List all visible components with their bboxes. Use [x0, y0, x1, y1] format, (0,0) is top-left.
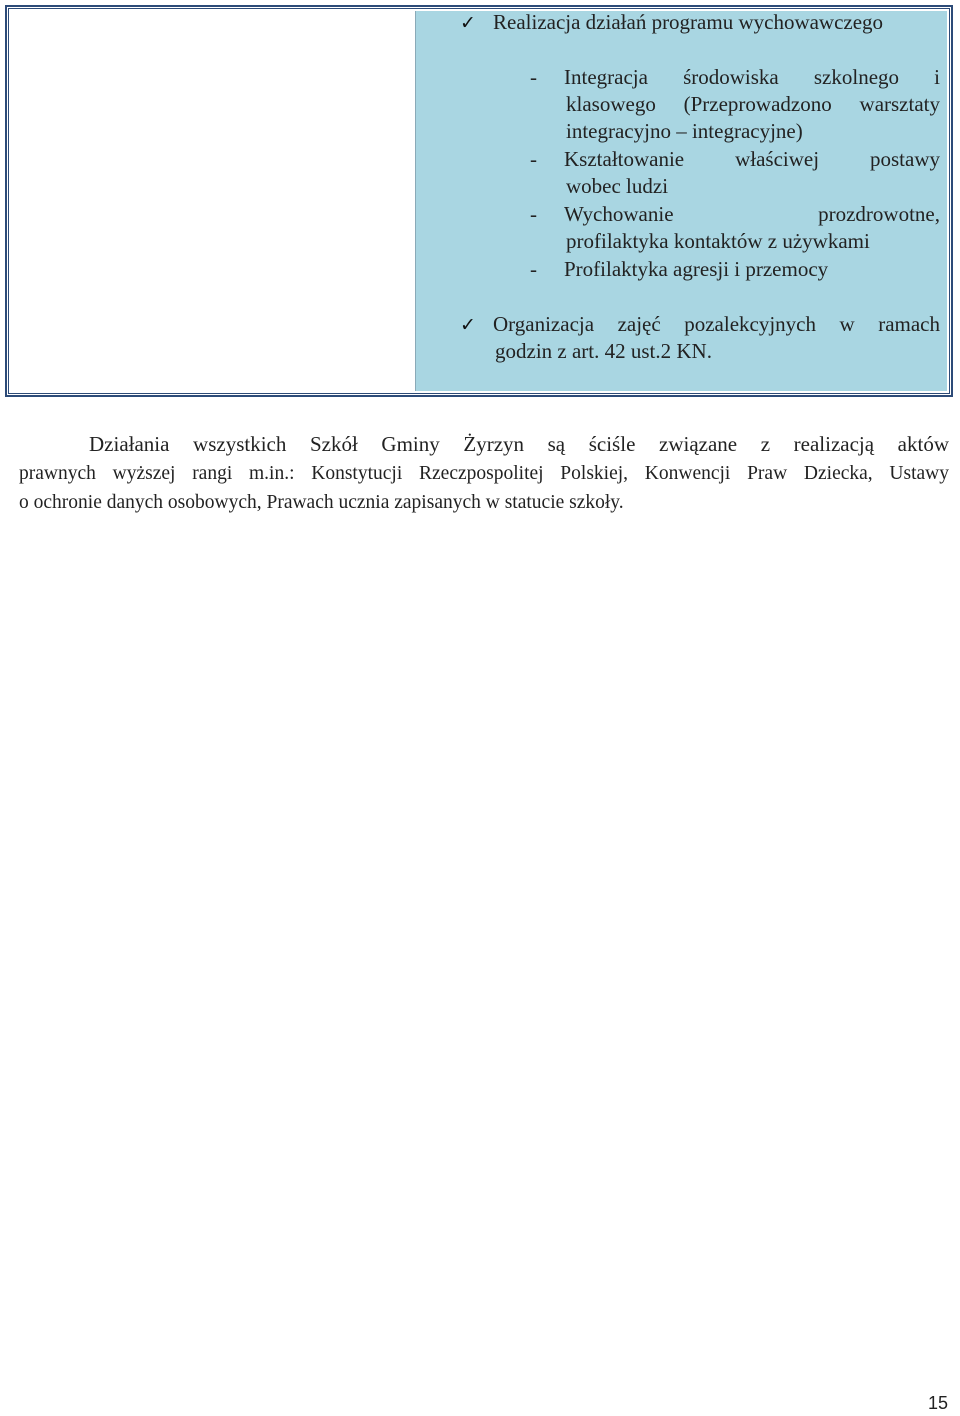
- subitem-line: Kształtowanie właściwej postawy: [564, 147, 940, 171]
- subitem-line: Profilaktyka agresji i przemocy: [564, 257, 829, 281]
- checkmark-icon: ✓: [460, 12, 476, 34]
- subitem-line: Wychowanie prozdrowotne,: [564, 202, 940, 226]
- body-paragraph: [19, 430, 949, 517]
- dash-marker: -: [530, 65, 537, 89]
- subitem-line: klasowego (Przeprowadzono warsztaty: [566, 92, 940, 116]
- program-table: [5, 5, 953, 397]
- item-title: Realizacja działań programu wychowawczego: [493, 10, 884, 34]
- paragraph-line: prawnych wyższej rangi m.in.: Konstytucji Rzeczpospolitej Polskiej, Konwencji Praw Dziecka, Ustawy: [19, 463, 949, 484]
- checkmark-icon: ✓: [460, 314, 476, 336]
- dash-marker: -: [530, 147, 537, 171]
- item-title: Organizacja zajęć pozalekcyjnych w ramach: [493, 312, 940, 336]
- dash-marker: -: [530, 202, 537, 226]
- subitem-line: Integracja środowiska szkolnego i: [564, 65, 940, 89]
- paragraph-line: o ochronie danych osobowych, Prawach ucznia zapisanych w statucie szkoły.: [19, 492, 624, 513]
- paragraph-line: Działania wszystkich Szkół Gminy Żyrzyn są ściśle związane z realizacją aktów: [89, 432, 949, 456]
- subitem-line: profilaktyka kontaktów z używkami: [566, 229, 870, 253]
- page-number: 15: [928, 1393, 949, 1413]
- item-title-continuation: godzin z art. 42 ust.2 KN.: [495, 339, 712, 363]
- subitem-line: integracyjno – integracyjne): [566, 119, 803, 143]
- subitem-line: wobec ludzi: [566, 174, 669, 198]
- table-left-cell: [11, 11, 414, 391]
- dash-marker: -: [530, 257, 537, 281]
